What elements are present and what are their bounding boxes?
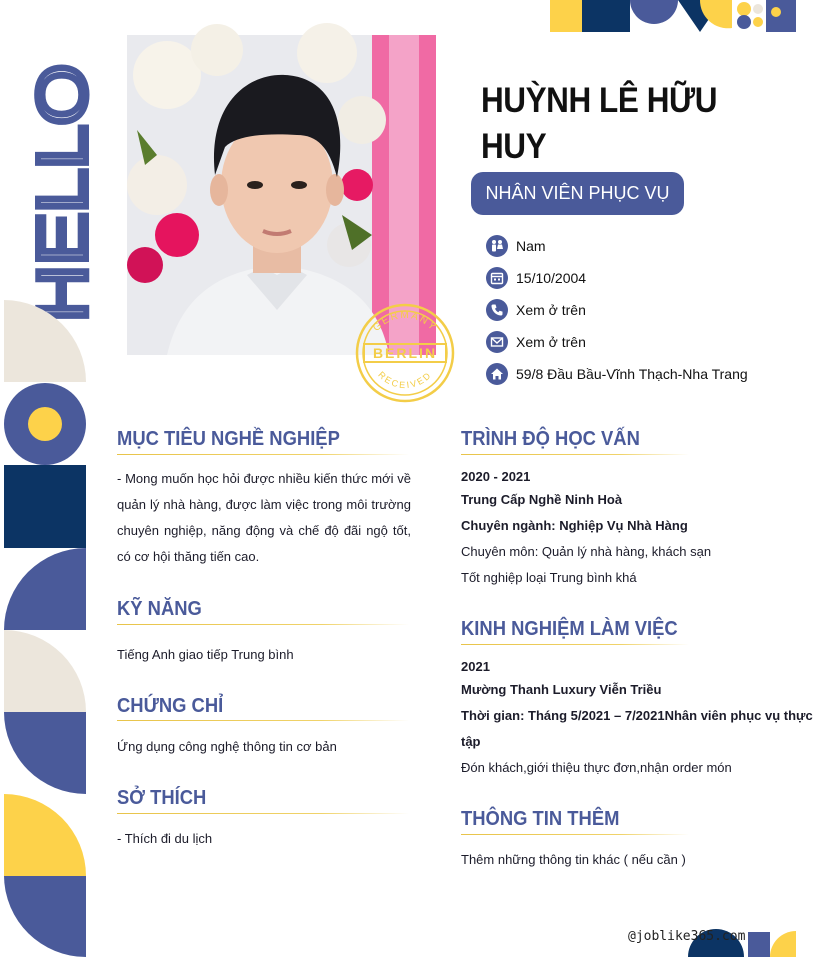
gender-icon	[486, 235, 508, 257]
stamp-top-text: GERMANY	[371, 309, 439, 334]
phone-icon	[486, 299, 508, 321]
stamp-bottom-text: RECEIVED	[376, 369, 434, 391]
education-result: Tốt nghiệp loại Trung bình khá	[461, 570, 637, 585]
experience-divider	[461, 644, 689, 645]
hobbies-text: - Thích đi du lịch	[117, 831, 213, 846]
phone-value: Xem ở trên	[516, 302, 586, 318]
left-geometric-decoration	[4, 300, 88, 957]
experience-time-line1: Thời gian: Tháng 5/2021 – 7/2021Nhân viên phục vụ thực	[461, 708, 813, 723]
education-divider	[461, 454, 689, 455]
contact-address	[486, 362, 748, 386]
experience-heading: KINH NGHIỆM LÀM VIỆC	[461, 618, 678, 640]
candidate-name: HUỲNH LÊ HỮU HUY	[481, 81, 717, 166]
extra-text: Thêm những thông tin khác ( nếu cần )	[461, 852, 686, 867]
berlin-stamp	[352, 300, 458, 406]
education-period: 2020 - 2021	[461, 469, 531, 484]
education-specialty: Chuyên môn: Quản lý nhà hàng, khách sạn	[461, 544, 712, 559]
experience-time-line2: tập	[461, 734, 481, 749]
address-value: 59/8 Đầu Bầu-Vĩnh Thạch-Nha Trang	[516, 366, 748, 382]
certificates-heading: CHỨNG CHỈ	[117, 695, 224, 717]
contact-email	[486, 330, 586, 354]
extra-divider	[461, 834, 689, 835]
experience-duties: Đón khách,giới thiệu thực đơn,nhận order món	[461, 760, 732, 775]
skills-divider	[117, 624, 409, 625]
email-value: Xem ở trên	[516, 334, 586, 350]
experience-year: 2021	[461, 659, 490, 674]
certificates-divider	[117, 720, 409, 721]
contact-phone	[486, 298, 586, 322]
mail-icon	[486, 331, 508, 353]
objective-text: - Mong muốn học hỏi được nhiều kiến thức mới về quản lý nhà hàng, được làm việc trong môi trường chuyên nghiệp, năng động và chế độ đãi ngộ tốt, có cơ hội thăng tiến cao.	[117, 471, 411, 564]
watermark: @joblike365.com	[628, 929, 746, 944]
hobbies-heading: SỞ THÍCH	[117, 787, 207, 809]
contact-gender	[486, 234, 546, 258]
contact-birthday	[486, 266, 586, 290]
hobbies-divider	[117, 813, 409, 814]
education-school: Trung Cấp Nghề Ninh Hoà	[461, 492, 623, 507]
svg-text:GERMANY	[371, 310, 439, 334]
skills-text: Tiếng Anh giao tiếp Trung bình	[117, 647, 294, 662]
objective-divider	[117, 454, 409, 455]
hello-text: HELLO	[23, 92, 101, 322]
education-heading: TRÌNH ĐỘ HỌC VẤN	[461, 428, 640, 450]
skills-heading: KỸ NĂNG	[117, 598, 202, 620]
svg-text:RECEIVED	[376, 369, 433, 390]
stamp-city-text: BERLIN	[372, 345, 438, 361]
job-title-badge: NHÂN VIÊN PHỤC VỤ	[471, 172, 684, 215]
gender-value: Nam	[516, 238, 546, 254]
birthday-value: 15/10/2004	[516, 270, 587, 286]
education-major: Chuyên ngành: Nghiệp Vụ Nhà Hàng	[461, 518, 688, 533]
top-geometric-decoration	[548, 0, 796, 32]
certificates-text: Ứng dụng công nghệ thông tin cơ bản	[117, 739, 337, 754]
experience-company: Mường Thanh Luxury Viễn Triều	[461, 682, 662, 697]
objective-heading: MỤC TIÊU NGHỀ NGHIỆP	[117, 428, 340, 450]
extra-heading: THÔNG TIN THÊM	[461, 808, 620, 830]
hello-decoration	[4, 60, 101, 322]
home-icon	[486, 363, 508, 385]
calendar-icon	[486, 267, 508, 289]
